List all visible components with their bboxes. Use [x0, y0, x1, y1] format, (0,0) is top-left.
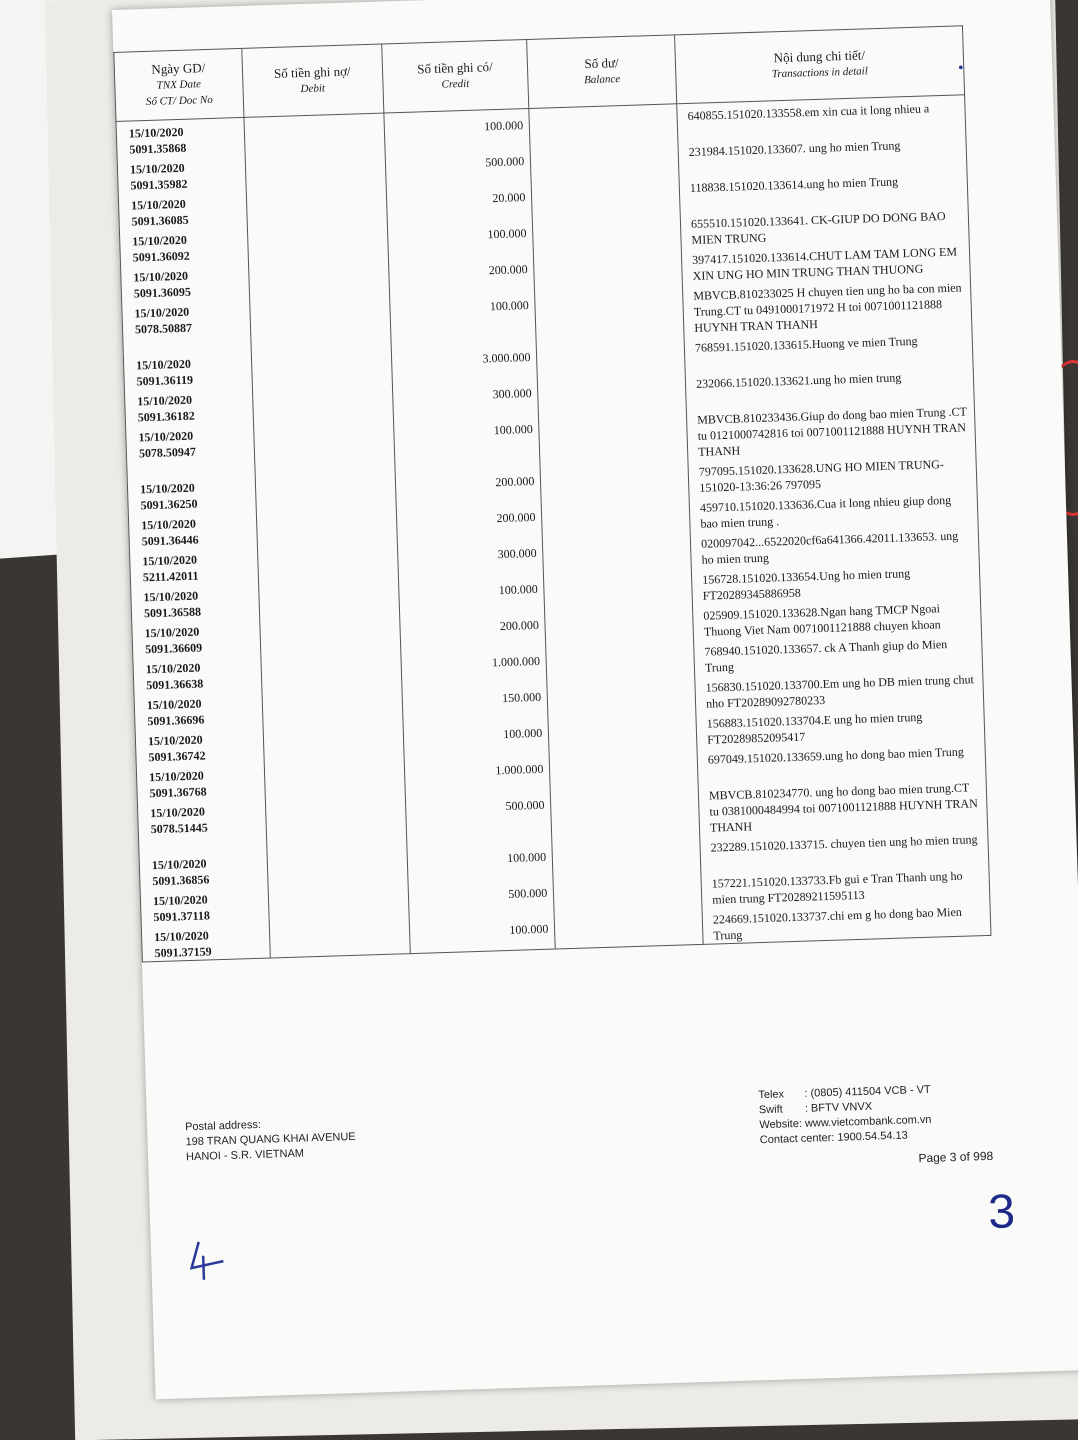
debit-cell — [248, 257, 389, 297]
detail-cell: 697049.151020.133659.ung ho dong bao mien Trung — [697, 739, 986, 784]
credit-cell: 150.000 — [401, 681, 548, 722]
date-doc-cell: 15/10/2020 5091.36768 — [136, 762, 265, 802]
date-doc-cell: 15/10/2020 5091.36182 — [124, 386, 253, 426]
debit-cell — [249, 293, 390, 349]
credit-cell: 100.000 — [406, 841, 553, 882]
detail-cell: 118838.151020.133614.ung ho mien Trung — [679, 167, 968, 212]
date-doc-cell: 15/10/2020 5091.36446 — [128, 510, 257, 550]
credit-cell: 100.000 — [393, 413, 540, 470]
debit-cell — [265, 793, 406, 849]
detail-cell: 459710.151020.133636.Cua it long nhieu giup dong bao mien trung . — [689, 487, 978, 532]
debit-cell — [264, 757, 405, 797]
date-doc-cell: 15/10/2020 5091.36119 — [123, 350, 252, 390]
transaction-table — [113, 25, 991, 962]
balance-cell — [533, 212, 682, 253]
debit-cell — [253, 417, 394, 473]
detail-cell: MBVCB.810234770. ung ho dong bao mien trung.CT tu 0381000484994 toi 0071001121888 HUYNH TRAN THANH — [698, 775, 987, 836]
balance-cell — [547, 676, 696, 717]
detail-cell: 224669.151020.133737.chi em g ho dong bao Mien Trung — [702, 899, 991, 945]
debit-cell — [263, 721, 404, 761]
header-detail: Nội dung chi tiết/ Transactions in detail — [675, 26, 965, 104]
date-doc-cell: 15/10/2020 5091.36085 — [118, 190, 247, 230]
balance-cell — [535, 284, 684, 341]
date-doc-cell: 15/10/2020 5211.42011 — [129, 546, 258, 586]
credit-cell: 1.000.000 — [404, 753, 551, 794]
debit-cell — [246, 185, 387, 225]
header-debit: Số tiền ghi nợ/ Debit — [242, 44, 384, 117]
debit-cell — [268, 881, 409, 921]
detail-cell: 156728.151020.133654.Ung ho mien trung FT20289345886958 — [691, 559, 980, 604]
credit-cell: 100.000 — [398, 573, 545, 614]
debit-cell — [252, 381, 393, 421]
header-balance: Số dư/ Balance — [527, 35, 677, 109]
balance-cell — [552, 836, 701, 877]
debit-cell — [256, 505, 397, 545]
credit-cell: 300.000 — [392, 377, 539, 418]
date-doc-cell: 15/10/2020 5078.51445 — [137, 798, 266, 854]
detail-cell: MBVCB.810233436.Giup do dong bao mien Trung .CT tu 0121000742816 toi 0071001121888 HUYNH TRAN THANH — [686, 399, 975, 460]
credit-cell: 300.000 — [397, 537, 544, 578]
statement-page — [112, 0, 1078, 1399]
detail-cell: 156830.151020.133700.Em ung ho DB mien trung chut nho FT20289092780233 — [695, 667, 984, 712]
detail-cell: 397417.151020.133614.CHUT LAM TAM LONG EM XIN UNG HO MIN TRUNG THAN THUONG — [681, 239, 970, 284]
debit-cell — [255, 469, 396, 509]
credit-cell: 500.000 — [405, 789, 552, 846]
date-doc-cell: 15/10/2020 5091.36092 — [119, 226, 248, 266]
balance-cell — [530, 140, 679, 181]
postal-address: Postal address: 198 TRAN QUANG KHAI AVENUE HANOI - S.R. VIETNAM — [184, 1118, 356, 1164]
detail-cell: 232289.151020.133715. chuyen tien ung ho mien trung — [700, 827, 989, 872]
credit-cell: 500.000 — [408, 877, 555, 918]
balance-cell — [538, 372, 687, 413]
debit-cell — [262, 685, 403, 725]
balance-cell — [540, 460, 689, 501]
detail-cell: 768591.151020.133615.Huong ve mien Trung — [684, 327, 973, 372]
detail-cell: 231984.151020.133607. ung ho mien Trung — [678, 131, 967, 176]
credit-cell: 100.000 — [383, 108, 530, 149]
balance-cell — [536, 336, 685, 377]
credit-cell: 100.000 — [409, 913, 556, 954]
credit-cell: 200.000 — [399, 609, 546, 650]
credit-cell: 3.000.000 — [391, 341, 538, 382]
detail-cell: MBVCB.810233025 H chuyen tien ung ho ba con mien Trung.CT tu 0491000171972 H toi 0071001121888 HUYNH TRAN THANH — [682, 275, 971, 336]
debit-cell — [269, 917, 410, 958]
debit-cell — [260, 613, 401, 653]
credit-cell: 100.000 — [403, 717, 550, 758]
date-doc-cell: 15/10/2020 5091.35868 — [116, 117, 245, 157]
balance-cell — [553, 872, 702, 913]
credit-cell: 20.000 — [386, 181, 533, 222]
date-doc-cell: 15/10/2020 5091.36250 — [127, 474, 256, 514]
debit-cell — [244, 113, 385, 154]
debit-cell — [258, 577, 399, 617]
detail-cell: 640855.151020.133558.em xin cua it long nhieu a — [677, 95, 966, 141]
date-doc-cell: 15/10/2020 5091.37159 — [141, 922, 270, 962]
credit-cell: 200.000 — [395, 465, 542, 506]
detail-cell: 797095.151020.133628.UNG HO MIEN TRUNG-151020-13:36:26 797095 — [688, 451, 977, 496]
handwritten-cross-mark — [181, 1237, 233, 1289]
balance-cell — [549, 748, 698, 789]
page-number: Page 3 of 998 — [918, 1148, 994, 1166]
date-doc-cell: 15/10/2020 5091.37118 — [140, 886, 269, 926]
date-doc-cell: 15/10/2020 5091.36609 — [132, 618, 261, 658]
detail-cell: 655510.151020.133641. CK-GIUP DO DONG BAO MIEN TRUNG — [680, 203, 969, 248]
handwritten-page-number: 3 — [987, 1185, 1016, 1240]
date-doc-cell: 15/10/2020 5091.36742 — [135, 726, 264, 766]
balance-cell — [544, 568, 693, 609]
debit-cell — [245, 150, 386, 190]
credit-cell: 100.000 — [389, 289, 536, 346]
balance-cell — [543, 532, 692, 573]
header-credit: Số tiền ghi có/ Credit — [381, 39, 529, 113]
detail-cell: 157221.151020.133733.Fb gui e Tran Thanh ung ho mien trung FT20289211595113 — [701, 863, 990, 908]
detail-cell: 025909.151020.133628.Ngan hang TMCP Ngoai Thuong Viet Nam 0071001121888 chuyen khoan — [692, 595, 981, 640]
balance-cell — [531, 176, 680, 217]
balance-cell — [546, 640, 695, 681]
balance-cell — [539, 408, 688, 465]
debit-cell — [251, 345, 392, 385]
balance-cell — [551, 784, 700, 841]
detail-cell: 156883.151020.133704.E ung ho mien trung FT20289852095417 — [696, 703, 985, 748]
balance-cell — [554, 908, 703, 949]
balance-cell — [534, 248, 683, 289]
date-doc-cell: 15/10/2020 5091.36588 — [131, 582, 260, 622]
credit-cell: 500.000 — [385, 145, 532, 186]
debit-cell — [261, 649, 402, 689]
bank-contacts: Telex : (0805) 411504 VCB - VT Swift : BFTV VNVX Website: www.vietcombank.com.vn Contact center: 1900.54.54.13 — [758, 1083, 932, 1147]
balance-cell — [548, 712, 697, 753]
detail-cell: 768940.151020.133657. ck A Thanh giup do Mien Trung — [694, 631, 983, 676]
credit-cell: 1.000.000 — [400, 645, 547, 686]
date-doc-cell: 15/10/2020 5091.35982 — [117, 154, 246, 194]
credit-cell: 200.000 — [396, 501, 543, 542]
date-doc-cell: 15/10/2020 5091.36095 — [121, 262, 250, 302]
credit-cell: 100.000 — [387, 217, 534, 258]
credit-cell: 200.000 — [388, 253, 535, 294]
date-doc-cell: 15/10/2020 5078.50947 — [126, 422, 255, 478]
date-doc-cell: 15/10/2020 5091.36638 — [133, 654, 262, 694]
detail-cell: 232066.151020.133621.ung ho mien trung — [685, 363, 974, 408]
debit-cell — [247, 221, 388, 261]
date-doc-cell: 15/10/2020 5078.50887 — [122, 298, 251, 354]
balance-cell — [529, 104, 678, 145]
balance-cell — [545, 604, 694, 645]
detail-cell: 020097042...6522020cf6a641366.42011.133653. ung ho mien trung — [690, 523, 979, 568]
pen-dot-marks: • — [958, 60, 964, 77]
date-doc-cell: 15/10/2020 5091.36696 — [134, 690, 263, 730]
balance-cell — [541, 496, 690, 537]
date-doc-cell: 15/10/2020 5091.36856 — [139, 850, 268, 890]
debit-cell — [267, 845, 408, 885]
debit-cell — [257, 541, 398, 581]
header-date-doc: Ngày GD/ TNX Date Số CT/ Doc No — [114, 48, 244, 121]
